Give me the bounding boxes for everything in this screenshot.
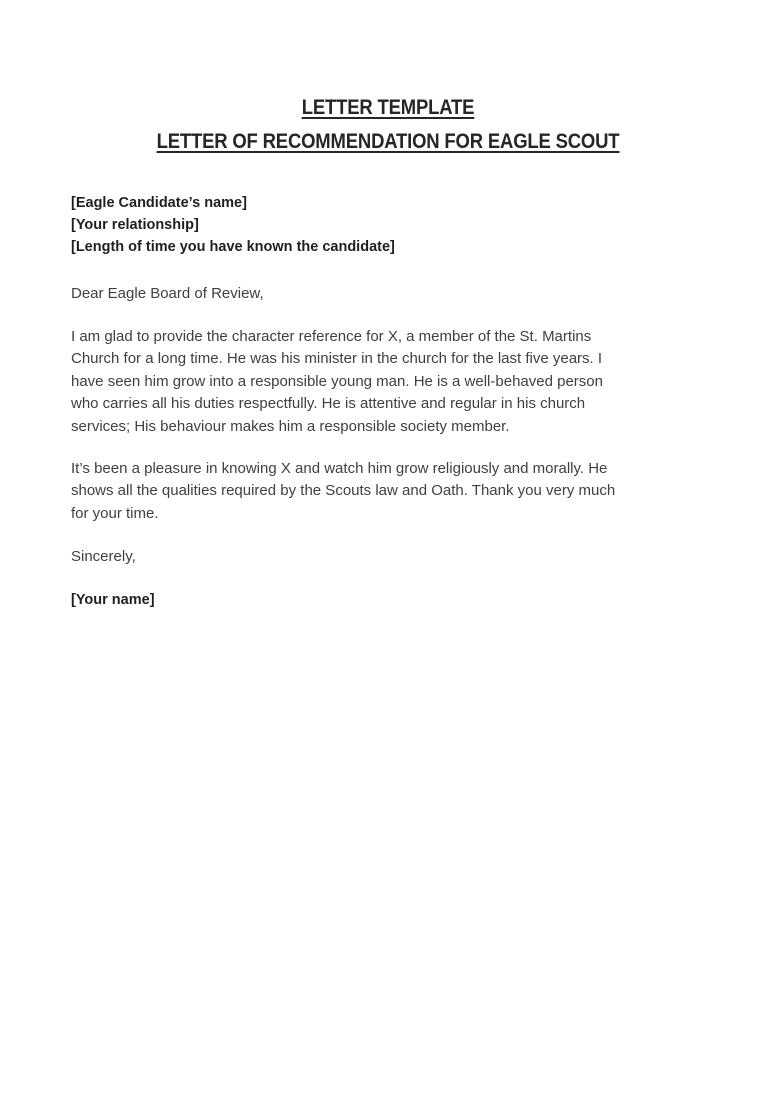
- paragraph-1-line: I am glad to provide the character reference for X, a member of the St. Martins: [71, 328, 592, 345]
- paragraph-1-line: services; His behaviour makes him a responsible society member.: [71, 417, 510, 435]
- document-title: LETTER TEMPLATE: [301, 96, 475, 119]
- paragraph-1-line: who carries all his duties respectfully. He is attentive and regular in his church: [71, 395, 586, 413]
- paragraph-1-line: have seen him grow into a responsible young man. He is a well-behaved person: [71, 372, 603, 390]
- placeholder-relationship: [Your relationship]: [71, 217, 199, 233]
- paragraph-2-line: for your time.: [71, 504, 159, 522]
- paragraph-1: [71, 326, 711, 438]
- document-subtitle: LETTER OF RECOMMENDATION FOR EAGLE SCOUT: [156, 130, 620, 153]
- signature-placeholder: [Your name]: [71, 592, 155, 608]
- paragraph-2-line: It’s been a pleasure in knowing X and watch him grow religiously and morally. He: [71, 460, 608, 477]
- placeholder-length-known: [Length of time you have known the candidate]: [71, 239, 395, 255]
- salutation: Dear Eagle Board of Review,: [71, 285, 264, 302]
- placeholder-candidate-name: [Eagle Candidate’s name]: [71, 195, 247, 211]
- closing: Sincerely,: [71, 548, 136, 565]
- paragraph-2-line: shows all the qualities required by the Scouts law and Oath. Thank you very much: [71, 482, 616, 500]
- paragraph-2: [71, 458, 711, 525]
- paragraph-1-line: Church for a long time. He was his minister in the church for the last five years. I: [71, 350, 603, 368]
